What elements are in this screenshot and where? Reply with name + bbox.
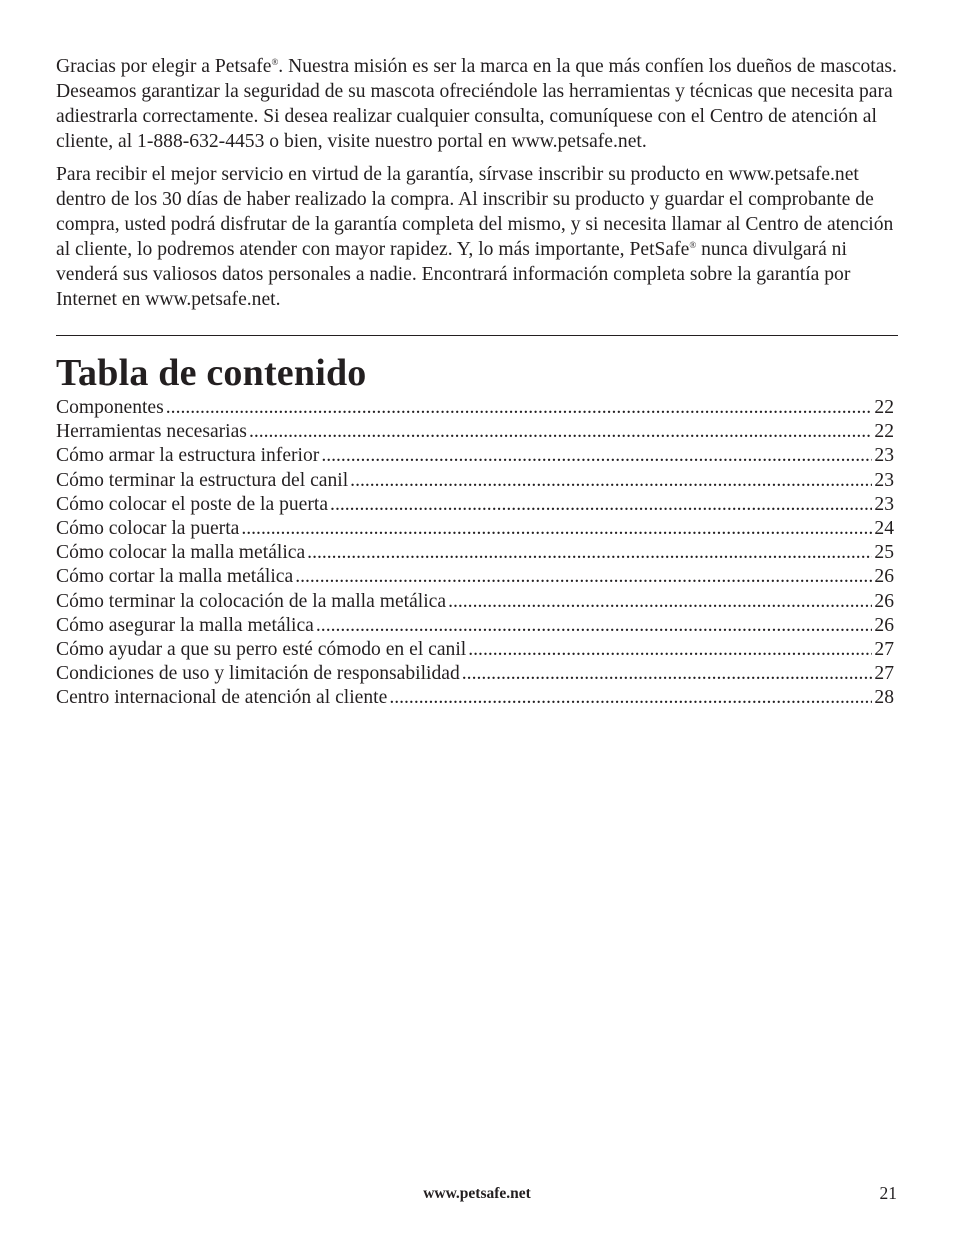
toc-entry-page: 26 (874, 566, 894, 588)
toc-entry (56, 541, 894, 565)
registered-mark: ® (689, 240, 697, 250)
toc-dot-leader (321, 444, 872, 468)
intro-text: . Nuestra misión es ser la marca en la que más confíen los dueños de mascotas. Deseamos garantizar la seguridad de su mascota ofreciéndole las herramientas y técnicas que necesita para adiestrarla correctamente. Si desea realizar cualquier consulta, comuníquese con el Centro de atención al cliente, al 1-888-632-4453 o bien, visite nuestro portal en www.petsafe.net. (56, 56, 897, 152)
toc-dot-leader (389, 686, 872, 710)
toc-entry-page: 27 (874, 639, 894, 661)
toc-entry-page: 23 (874, 493, 894, 515)
toc-entry (56, 444, 894, 468)
intro-text: Gracias por elegir a Petsafe (56, 56, 272, 77)
warranty-text: Para recibir el mejor servicio en virtud de la garantía, sírvase inscribir su producto en www.petsafe.net dentro de los 30 días de haber realizado la compra. Al inscribir su producto y guardar el comprobante de compra, usted podrá disfrutar de la garantía completa del mismo, y si necesita llamar al Centro de atención al cliente, lo podremos atender con mayor rapidez. Y, lo más importante, PetSafe (56, 164, 894, 260)
toc-entry-label: Cómo colocar la malla metálica (56, 542, 306, 564)
toc-dot-leader (462, 662, 873, 686)
toc-entry-page: 22 (874, 421, 894, 443)
toc-entry (56, 638, 894, 662)
toc-entry-label: Condiciones de uso y limitación de responsabilidad (56, 663, 460, 685)
toc-entry-label: Componentes (56, 397, 164, 418)
toc-entry-page: 23 (874, 445, 894, 467)
toc-entry (56, 614, 894, 638)
toc-entry-page: 22 (874, 397, 894, 418)
toc-dot-leader (241, 517, 872, 541)
intro-paragraph-warranty (56, 162, 898, 312)
toc-list (56, 396, 894, 711)
registered-mark: ® (271, 57, 279, 67)
toc-dot-leader (166, 396, 873, 420)
toc-entry (56, 686, 894, 710)
toc-entry (56, 420, 894, 444)
toc-entry-page: 25 (874, 542, 894, 564)
toc-heading: Tabla de contenido (56, 352, 367, 394)
toc-entry-label: Cómo terminar la colocación de la malla metálica (56, 590, 447, 612)
toc-entry-page: 28 (874, 687, 894, 709)
toc-dot-leader (350, 469, 872, 493)
toc-entry-label: Cómo ayudar a que su perro esté cómodo en el canil (56, 639, 467, 661)
footer-url: www.petsafe.net (423, 1185, 531, 1202)
toc-dot-leader (448, 590, 872, 614)
toc-entry-label: Cómo terminar la estructura del canil (56, 469, 349, 491)
toc-entry-page: 26 (874, 614, 894, 636)
toc-entry (56, 396, 894, 420)
toc-entry-page: 26 (874, 590, 894, 612)
toc-entry (56, 517, 894, 541)
toc-entry-label: Centro internacional de atención al cliente (56, 687, 388, 709)
page-content (56, 54, 898, 711)
toc-entry-label: Cómo colocar el poste de la puerta (56, 493, 329, 515)
toc-entry (56, 590, 894, 614)
toc-entry (56, 493, 894, 517)
toc-dot-leader (295, 565, 872, 589)
toc-dot-leader (249, 420, 872, 444)
toc-entry-label: Cómo armar la estructura inferior (56, 445, 320, 467)
toc-entry (56, 565, 894, 589)
warranty-text: nunca divulgará ni venderá sus valiosos datos personales a nadie. Encontrará información completa sobre la garantía por Internet en www.petsafe.net. (56, 239, 851, 310)
section-divider (56, 335, 898, 336)
toc-dot-leader (330, 493, 872, 517)
toc-entry (56, 662, 894, 686)
toc-dot-leader (316, 614, 873, 638)
toc-entry-label: Cómo asegurar la malla metálica (56, 614, 314, 636)
toc-dot-leader (468, 638, 872, 662)
toc-entry-page: 23 (874, 469, 894, 491)
toc-entry (56, 469, 894, 493)
page-number: 21 (879, 1183, 897, 1203)
toc-entry-label: Cómo cortar la malla metálica (56, 566, 294, 588)
toc-entry-page: 27 (874, 663, 894, 685)
toc-entry-label: Herramientas necesarias (56, 421, 247, 443)
toc-entry-page: 24 (874, 518, 894, 540)
toc-dot-leader (307, 541, 872, 565)
intro-paragraph-thanks (56, 54, 898, 154)
toc-entry-label: Cómo colocar la puerta (56, 518, 240, 540)
